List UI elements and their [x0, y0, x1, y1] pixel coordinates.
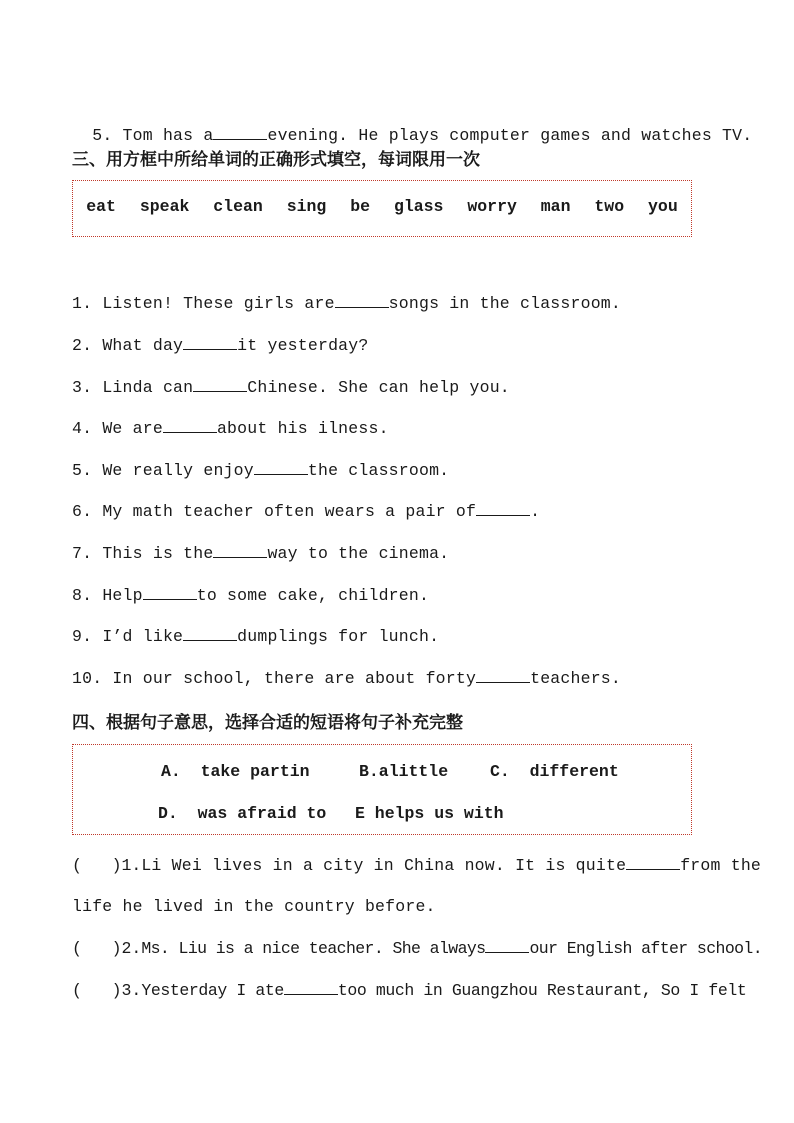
choice-item-1	[72, 855, 761, 875]
word-bank-item: you	[648, 197, 678, 216]
item-number: 5.	[72, 461, 93, 480]
word-bank	[73, 197, 691, 216]
sentence-item-1	[72, 293, 621, 313]
sentence-before: Yesterday I ate	[141, 981, 284, 1000]
section-4-heading: 四、根据句子意思，选择合适的短语将句子补充完整	[72, 713, 463, 733]
option-a: A. take partin	[161, 762, 310, 781]
word-bank-box	[72, 180, 692, 237]
sentence-before: Li Wei lives in a city in China now. It is quite	[141, 856, 627, 875]
sentence-item-6	[72, 501, 540, 521]
word-bank-item: sing	[286, 197, 327, 216]
sentence-after: way to the cinema.	[267, 544, 450, 563]
option-b: B.alittle	[359, 762, 449, 781]
sentence-item-5	[72, 460, 449, 480]
sentence-before: We really enjoy	[102, 461, 254, 480]
answer-blank[interactable]	[485, 938, 529, 953]
answer-blank[interactable]	[284, 980, 338, 995]
choice-item-1-continued: life he lived in the country before.	[72, 897, 436, 916]
item-number: 5.	[92, 126, 113, 145]
item-number: 1.	[72, 294, 93, 313]
answer-blank[interactable]	[476, 501, 530, 516]
sentence-after: about his ilness.	[216, 419, 389, 438]
sentence-after: it yesterday?	[237, 336, 369, 355]
sentence-item-3	[72, 377, 510, 397]
sentence-prev-5	[72, 106, 752, 145]
word-bank-item: speak	[139, 197, 190, 216]
answer-blank[interactable]	[213, 125, 267, 140]
sentence-before: In our school, there are about forty	[112, 669, 477, 688]
item-number: 3.	[72, 378, 93, 397]
word-bank-item: two	[594, 197, 625, 216]
sentence-before: This is the	[102, 544, 214, 563]
item-number: 6.	[72, 502, 93, 521]
sentence-after: Chinese. She can help you.	[247, 378, 510, 397]
sentence-item-8	[72, 585, 429, 605]
sentence-before: Help	[102, 586, 143, 605]
sentence-item-10	[72, 668, 621, 688]
word-bank-item: eat	[86, 197, 116, 216]
choice-item-3	[72, 980, 746, 1000]
sentence-before: Linda can	[102, 378, 194, 397]
sentence-before: We are	[102, 419, 163, 438]
answer-blank[interactable]	[626, 855, 680, 870]
choice-item-2	[72, 938, 762, 958]
sentence-item-2	[72, 335, 368, 355]
answer-blank[interactable]	[213, 543, 267, 558]
item-number: 8.	[72, 586, 93, 605]
word-bank-item: clean	[213, 197, 263, 216]
sentence-item-7	[72, 543, 449, 563]
answer-blank[interactable]	[335, 293, 389, 308]
sentence-before: I’d like	[102, 627, 184, 646]
sentence-after: teachers.	[530, 669, 622, 688]
word-bank-item: worry	[467, 197, 517, 216]
item-number: 9.	[72, 627, 93, 646]
word-bank-item: man	[540, 197, 571, 216]
word-bank-item: be	[350, 197, 371, 216]
option-d: D. was afraid to	[158, 804, 327, 823]
sentence-before: Ms. Liu is a nice teacher. She always	[141, 939, 486, 958]
sentence-item-9	[72, 626, 439, 646]
sentence-after: evening. He plays computer games and watches TV.	[267, 126, 753, 145]
sentence-after: the classroom.	[307, 461, 450, 480]
answer-blank[interactable]	[143, 585, 197, 600]
sentence-before: Tom has a	[122, 126, 214, 145]
item-number: 4.	[72, 419, 93, 438]
sentence-after: dumplings for lunch.	[237, 627, 440, 646]
option-c: C. different	[490, 762, 619, 781]
sentence-before: Listen! These girls are	[102, 294, 335, 313]
answer-paren[interactable]: ( )3.	[72, 981, 142, 1000]
sentence-after: our English after school.	[529, 939, 763, 958]
answer-blank[interactable]	[183, 626, 237, 641]
section-3-heading: 三、用方框中所给单词的正确形式填空，每词限用一次	[72, 150, 480, 170]
sentence-before: My math teacher often wears a pair of	[102, 502, 477, 521]
item-number: 7.	[72, 544, 93, 563]
answer-blank[interactable]	[193, 377, 247, 392]
answer-blank[interactable]	[476, 668, 530, 683]
sentence-before: What day	[102, 336, 184, 355]
sentence-item-4	[72, 418, 389, 438]
options-box	[72, 744, 692, 835]
sentence-after: too much in Guangzhou Restaurant, So I felt	[337, 981, 747, 1000]
answer-paren[interactable]: ( )2.	[72, 939, 142, 958]
answer-paren[interactable]: ( )1.	[72, 856, 142, 875]
word-bank-item: glass	[393, 197, 444, 216]
sentence-after: to some cake, children.	[196, 586, 430, 605]
item-number: 2.	[72, 336, 93, 355]
sentence-after: from the	[680, 856, 762, 875]
sentence-after: songs in the classroom.	[388, 294, 622, 313]
option-e: E helps us with	[355, 804, 504, 823]
item-number: 10.	[72, 669, 103, 688]
sentence-after: .	[530, 502, 541, 521]
answer-blank[interactable]	[183, 335, 237, 350]
answer-blank[interactable]	[163, 418, 217, 433]
answer-blank[interactable]	[254, 460, 308, 475]
